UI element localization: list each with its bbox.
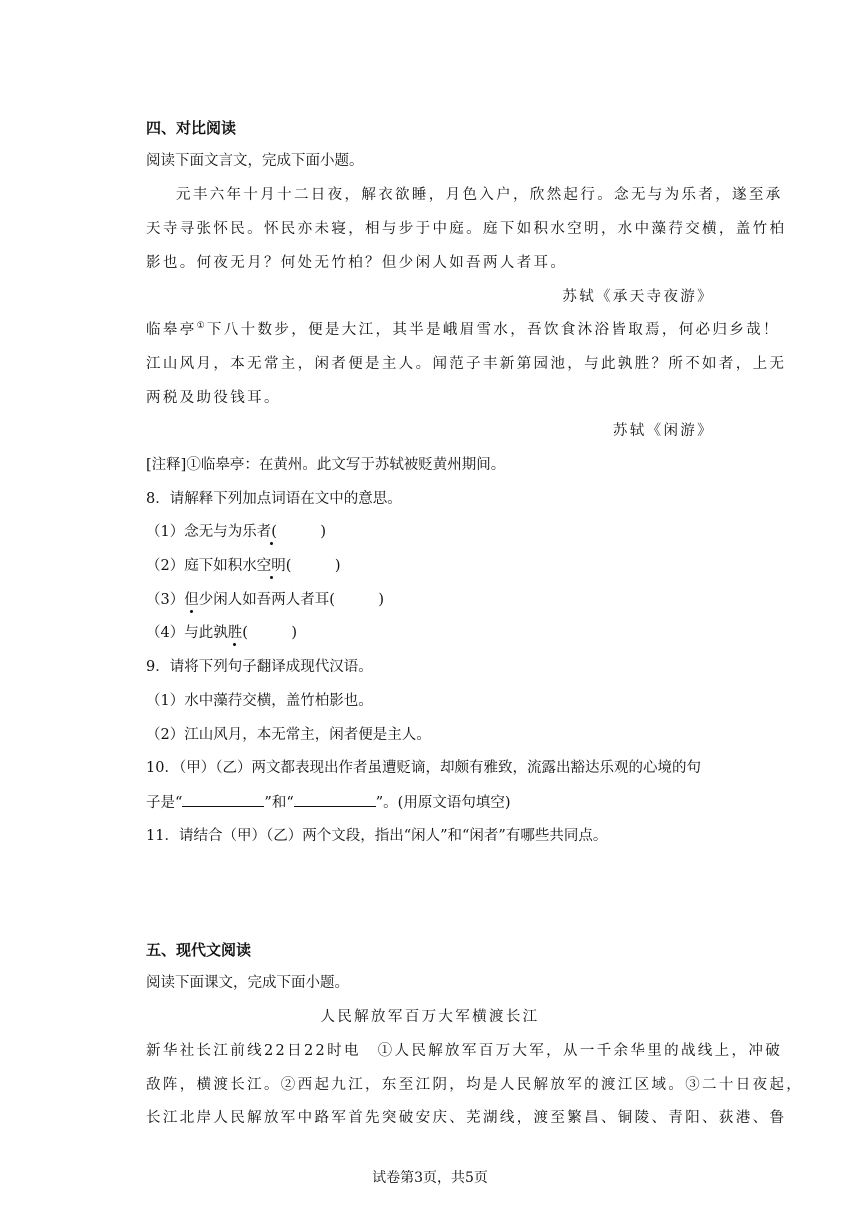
passage1-line-2: 天寺寻张怀民。怀民亦未寝，相与步于中庭。庭下如积水空明，水中藻荇交横，盖竹柏: [146, 221, 787, 237]
q11-prompt: 11．请结合（甲）（乙）两个文段，指出“闲人”和“闲者”有哪些共同点。: [146, 828, 608, 844]
q10-line-1: 10．（甲）（乙）两文都表现出作者虽遭贬谪，却颇有雅致，流露出豁达乐观的心境的句: [146, 760, 701, 776]
fill-blank-1[interactable]: [182, 792, 264, 807]
answer-blank[interactable]: ( ): [271, 524, 327, 540]
dotted-word: 但: [184, 592, 199, 608]
page-footer: 试卷第3页，共5页: [372, 1170, 488, 1186]
article-line-3: 长江北岸人民解放军中路军首先突破安庆、芜湖线，渡至繁昌、铜陵、青阳、荻港、鲁: [146, 1110, 787, 1126]
section5-instruction: 阅读下面课文，完成下面小题。: [146, 975, 349, 991]
section5-heading: 五、现代文阅读: [146, 941, 252, 959]
answer-blank[interactable]: ( ): [329, 592, 385, 608]
passage2-start: 临皋亭: [146, 322, 197, 338]
passage1-line-1: 元丰六年十月十二日夜，解衣欲睡，月色入户，欣然起行。念无与为乐者，遂至承: [176, 187, 783, 203]
dotted-word: 空明: [256, 558, 286, 574]
passage1-line-3: 影也。何夜无月？何处无竹柏？但少闲人如吾两人者耳。: [146, 255, 568, 271]
article-line-1: 新华社长江前线22日22时电 ①人民解放军百万大军，从一千余华里的战线上，冲破: [146, 1043, 783, 1059]
q9-prompt: 9．请将下列句子翻译成现代汉语。: [146, 659, 373, 675]
q8-item-4: （4）与此孰胜( ): [146, 625, 298, 641]
q8-item-1: （1）念无与为乐者( ): [146, 524, 327, 540]
passage2-line-3: 两税及助役钱耳。: [146, 390, 281, 406]
section4-instruction: 阅读下面文言文，完成下面小题。: [146, 153, 364, 169]
section4-heading: 四、对比阅读: [146, 119, 237, 137]
passage1-source: 苏轼《承天寺夜游》: [562, 289, 714, 305]
answer-blank[interactable]: ( ): [242, 625, 298, 641]
fill-blank-2[interactable]: [294, 792, 376, 807]
q9-item-2: （2）江山风月，本无常主，闲者便是主人。: [146, 727, 431, 743]
passage2-rest: 下八十数步，便是大江，其半是峨眉雪水，吾饮食沐浴皆取焉，何必归乡哉！: [206, 322, 780, 338]
passage2-line-2: 江山风月，本无常主，闲者便是主人。闻范子丰新第园池，与此孰胜？所不如者，上无: [146, 356, 787, 372]
q8-prompt: 8．请解释下列加点词语在文中的意思。: [146, 491, 402, 507]
article-line-2: 敌阵，横渡长江。②西起九江，东至江阴，均是人民解放军的渡江区域。③二十日夜起，: [146, 1077, 804, 1093]
answer-blank[interactable]: ( ): [285, 558, 341, 574]
q10-line-2: 子是“ ”和“ ”。(用原文语句填空): [146, 792, 510, 813]
passage2-source: 苏轼《闲游》: [612, 423, 714, 439]
footnote-mark: ①: [196, 321, 207, 332]
annotation: [注释]①临皋亭：在黄州。此文写于苏轼被贬黄州期间。: [146, 457, 506, 473]
passage2-line-1: [146, 320, 780, 340]
q9-item-1: （1）水中藻荇交横，盖竹柏影也。: [146, 693, 373, 709]
article-title: 人民解放军百万大军横渡长江: [320, 1009, 540, 1025]
q8-item-2: （2）庭下如积水空明( ): [146, 558, 341, 574]
dotted-word: 胜: [227, 625, 243, 641]
q8-item-3: （3）但少闲人如吾两人者耳( ): [146, 592, 385, 608]
